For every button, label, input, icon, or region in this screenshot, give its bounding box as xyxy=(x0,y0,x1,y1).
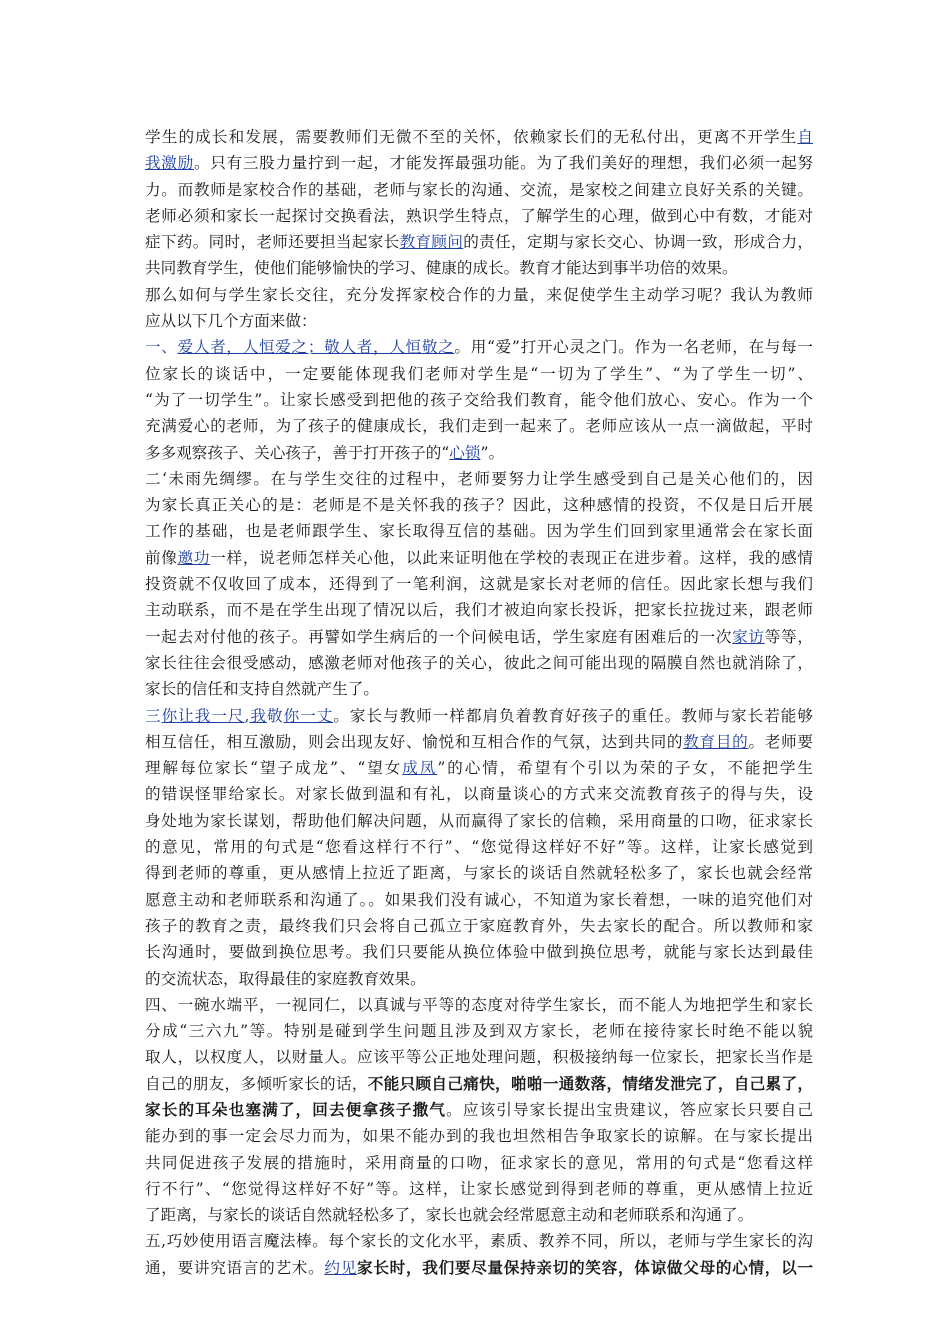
text-line xyxy=(145,1176,813,1202)
text-segment: 取人，以权度人，以财量人。应该平等公正地处理问题，积极接纳每一位家长，把家长当作是 xyxy=(145,1048,813,1067)
text-segment: 工作的基础，也是老师跟学生、家长取得互信的基础。因为学生们回到家里通常会在家长面 xyxy=(145,522,813,541)
text-line xyxy=(145,676,813,702)
inline-link[interactable]: 我 xyxy=(249,706,267,725)
text-segment: 为家长真正关心的是：老师是不是关怀我的孩子？因此，这种感情的投资，不仅是日后开展 xyxy=(145,496,813,515)
text-segment: 分成“三六九”等。特别是碰到学生问题且涉及到双方家长，老师在接待家长时绝不能以貌 xyxy=(145,1022,813,1041)
text-line xyxy=(145,992,813,1018)
text-segment: 得到老师的尊重，更从感情上拉近了距离，与家长的谈话自然就轻松多了，家长也就会经常 xyxy=(145,864,813,883)
text-segment: 长沟通时，要做到换位思考。我们只要能从换位体验中做到换位思考，就能与家长达到最佳 xyxy=(145,943,813,962)
text-line xyxy=(145,177,813,203)
text-line xyxy=(145,729,813,755)
text-line xyxy=(145,703,813,729)
text-segment: , xyxy=(244,706,250,725)
text-segment: 不能只顾自己痛快，啪啪一通数落，情绪发泄完了，自己累了， xyxy=(367,1073,813,1093)
text-segment: 了距离，与家长的谈话自然就轻松多了，家长也就会经常愿意主动和老师联系和沟通了。 xyxy=(145,1206,754,1225)
text-segment: 。家长与教师一样都肩负着教育好孩子的重任。教师与家长若能够 xyxy=(333,706,813,725)
text-segment: 应从以下几个方面来做： xyxy=(145,312,317,331)
text-line xyxy=(145,255,813,281)
text-line xyxy=(145,466,813,492)
text-segment: 自己的朋友，多倾听家长的话， xyxy=(145,1074,368,1093)
text-line xyxy=(145,1150,813,1176)
text-segment: 那么如何与学生家长交往，充分发挥家校合作的力量，来促使学生主动学习呢？我认为教师 xyxy=(145,285,813,304)
text-line xyxy=(145,387,813,413)
inline-link[interactable]: 约见 xyxy=(324,1258,358,1277)
text-segment: 家长的耳朵也塞满了，回去便拿孩子撒气 xyxy=(145,1099,447,1119)
text-segment: 力。而教师是家校合作的基础，老师与家长的沟通、交流，是家校之间建立良好关系的关键。 xyxy=(145,180,813,199)
text-segment: 行不行”、“您觉得这样好不好”等。这样，让家长感觉到得到老师的尊重，更从感情上拉近 xyxy=(145,1179,813,1198)
text-line xyxy=(145,913,813,939)
text-line xyxy=(145,124,813,150)
inline-link[interactable]: 你一丈 xyxy=(283,706,334,725)
inline-link[interactable]: 你让我一尺 xyxy=(161,706,245,725)
text-segment: 身处地为家长谋划，帮助他们解决问题，从而赢得了家长的信赖，采用商量的口吻，征求家长 xyxy=(145,811,813,830)
text-line xyxy=(145,440,813,466)
text-segment: 。老师要 xyxy=(748,732,813,751)
text-segment: 家长时，我们要尽量保持亲切的笑容，体谅做父母的心情，以一 xyxy=(357,1257,813,1277)
text-segment: 的错误怪罪给家长。对家长做到温和有礼，以商量谈心的方式来交流教育孩子的得与失，设 xyxy=(145,785,813,804)
text-segment: ”。 xyxy=(480,443,505,462)
text-segment: 家长的信任和支持自然就产生了。 xyxy=(145,680,379,699)
text-line xyxy=(145,518,813,544)
text-segment: 充满爱心的老师，为了孩子的健康成长，我们走到一起来了。老师应该从一点一滴做起，平时 xyxy=(145,417,813,436)
text-line xyxy=(145,939,813,965)
text-line xyxy=(145,308,813,334)
text-segment: 理解每位家长“望子成龙”、“望女 xyxy=(145,759,403,778)
text-segment: 主动联系，而不是在学生出现了情况以后，我们才被迫向家长投诉，把家长拉拢过来，跟老师 xyxy=(145,601,813,620)
text-segment: 一、 xyxy=(145,338,178,357)
text-segment: 共同促进孩子发展的措施时，采用商量的口吻，征求家长的意见，常用的句式是“您看这样 xyxy=(145,1153,813,1172)
inline-link[interactable]: 成凤 xyxy=(402,759,438,778)
text-line xyxy=(145,545,813,571)
text-segment: 一样，说老师怎样关心他，以此来证明他在学校的表现正在进步着。这样，我的感情 xyxy=(210,548,813,567)
text-segment: 共同教育学生，使他们能够愉快的学习、健康的成长。教育才能达到事半功倍的效果。 xyxy=(145,259,738,278)
text-segment: 老师必须和家长一起探讨交换看法，熟识学生特点，了解学生的心理，做到心中有数，才能对 xyxy=(145,206,813,225)
text-line xyxy=(145,1018,813,1044)
text-segment: 的意见，常用的句式是“您看这样行不行”、“您觉得这样好不好”等。这样，让家长感觉到 xyxy=(145,838,813,857)
inline-link[interactable]: 邀功 xyxy=(177,548,211,567)
text-segment: 能办到的事一定会尽力而为，如果不能办到的我也坦然相告争取家长的谅解。在与家长提出 xyxy=(145,1127,813,1146)
text-segment: 一起去对付他的孩子。再譬如学生病后的一个问候电话，学生家庭有困难后的一次 xyxy=(145,627,733,646)
text-line xyxy=(145,887,813,913)
text-segment: 学生的成长和发展，需要教师们无微不至的关怀，依赖家长们的无私付出，更离不开学生 xyxy=(145,128,798,146)
text-segment: 通，要讲究语言的艺术。 xyxy=(145,1258,325,1277)
text-line xyxy=(145,413,813,439)
text-line xyxy=(145,229,813,255)
text-line xyxy=(145,1228,813,1254)
text-segment: ”的心情，希望有个引以为荣的子女，不能把学生 xyxy=(437,759,813,778)
text-line xyxy=(145,334,813,360)
text-line xyxy=(145,597,813,623)
text-segment: 多多观察孩子、关心孩子，善于打开孩子的“ xyxy=(145,443,450,462)
text-segment: 孩子的教育之责，最终我们只会将自己孤立于家庭教育外，失去家长的配合。所以教师和家 xyxy=(145,916,813,935)
text-line xyxy=(145,755,813,781)
text-line xyxy=(145,282,813,308)
text-segment: 的责任，定期与家长交心、协调一致，形成合力， xyxy=(463,233,813,252)
text-line xyxy=(145,1071,813,1097)
text-segment: 的交流状态，取得最佳的家庭教育效果。 xyxy=(145,969,426,988)
text-line xyxy=(145,966,813,992)
text-segment: 二‘未雨先绸缪。在与学生交往的过程中，老师要努力让学生感受到自己是关心他们的，因 xyxy=(145,469,813,488)
text-segment: “为了一切学生”。让家长感受到把他的孩子交给我们教育，能令他们放心、安心。作为一个 xyxy=(145,390,813,409)
text-segment: 五,巧妙使用语言魔法棒。每个家长的文化水平，素质、教养不同，所以，老师与学生家长的沟 xyxy=(145,1232,813,1251)
text-segment: 投资就不仅收回了成本，还得到了一笔利润，这就是家长对老师的信任。因此家长想与我们 xyxy=(145,575,813,594)
text-line xyxy=(145,808,813,834)
text-line xyxy=(145,1202,813,1228)
text-line xyxy=(145,492,813,518)
inline-link[interactable]: 自 xyxy=(797,128,813,146)
text-segment: 。应该引导家长提出宝贵建议，答应家长只要自己 xyxy=(446,1100,813,1119)
text-line xyxy=(145,1123,813,1149)
text-segment: 敬 xyxy=(266,706,284,725)
inline-link[interactable]: 心锁 xyxy=(449,443,481,462)
text-line xyxy=(145,150,813,176)
document-page xyxy=(145,124,813,1281)
text-line xyxy=(145,1044,813,1070)
text-segment: 位家长的谈话中，一定要能体现我们老师对学生是“一切为了学生”、“为了学生一切”、 xyxy=(145,364,813,383)
text-line xyxy=(145,203,813,229)
text-line xyxy=(145,834,813,860)
text-line xyxy=(145,624,813,650)
text-line xyxy=(145,571,813,597)
text-line xyxy=(145,860,813,886)
inline-link[interactable]: 教育顾问 xyxy=(399,233,464,252)
text-segment: 。只有三股力量拧到一起，才能发挥最强功能。为了我们美好的理想，我们必须一起努 xyxy=(193,154,813,173)
text-line xyxy=(145,650,813,676)
inline-link[interactable]: 教育目的 xyxy=(683,732,749,751)
text-line xyxy=(145,1097,813,1123)
text-segment: 等等， xyxy=(764,627,813,646)
text-line xyxy=(145,361,813,387)
text-segment: 症下药。同时，老师还要担当起家长 xyxy=(145,233,400,252)
text-line xyxy=(145,1255,813,1281)
text-segment: 。用“爱”打开心灵之门。作为一名老师，在与每一 xyxy=(454,338,813,357)
text-segment: 三 xyxy=(145,706,162,725)
text-segment: 前像 xyxy=(145,548,178,567)
text-segment: 愿意主动和老师联系和沟通了。。如果我们没有诚心，不知道为家长着想，一味的追究他们对 xyxy=(145,890,813,909)
inline-link[interactable]: 爱人者，人恒爱之；敬人者，人恒敬之 xyxy=(177,338,455,357)
inline-link[interactable]: 我激励 xyxy=(145,154,194,173)
inline-link[interactable]: 家访 xyxy=(732,627,765,646)
text-segment: 四、一碗水端平，一视同仁，以真诚与平等的态度对待学生家长，而不能人为地把学生和家长 xyxy=(145,995,813,1014)
text-segment: 相互信任，相互激励，则会出现友好、愉悦和互相合作的气氛，达到共同的 xyxy=(145,732,684,751)
text-line xyxy=(145,781,813,807)
text-segment: 家长往往会很受感动，感激老师对他孩子的关心，彼此之间可能出现的隔膜自然也就消除了， xyxy=(145,653,813,672)
